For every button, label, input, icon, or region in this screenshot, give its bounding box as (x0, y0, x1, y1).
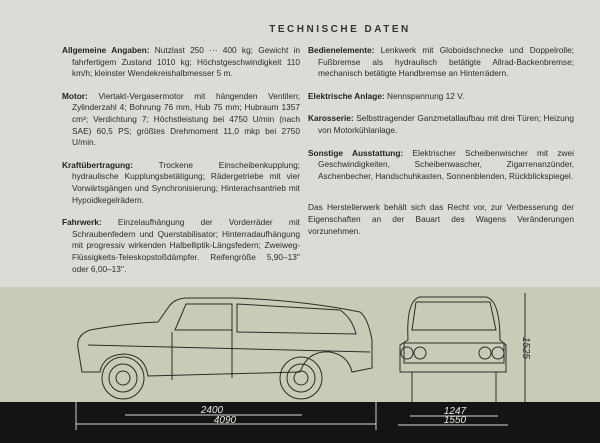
spec-label: Kraftübertragung: (62, 159, 133, 170)
spec-text: Einzelaufhängung der Vorderräder mit Schraubenfedern und Querstabilisator; Hinterradaufhängung mit progressiv wirkenden Halbelliptik-Längsfedern; Zweiweg-Flüssigkeits-Teleskopstoßdämpfer. Reifengröße 5,90–13'' oder 6,00–13''. (72, 217, 300, 274)
front-view-car-drawing (400, 293, 525, 402)
spec-label: Karosserie: (308, 113, 354, 124)
spec-text: Trockene Einscheibenkupplung; hydraulische Kupplungsbetätigung; Rädergetriebe mit vier Vorwärtsgängen und Synchronisierung; Hinterachsantrieb mit Hypoidkegelrädern. (72, 159, 300, 205)
height-label: 1525 (520, 336, 531, 360)
width-label: 1550 (443, 415, 467, 426)
spec-label: Elektrische Anlage: (308, 90, 385, 101)
spec-label: Allgemeine Angaben: (62, 45, 150, 55)
spec-label: Fahrwerk: (62, 217, 102, 228)
spec-label: Bedienelemente: (308, 45, 375, 55)
spec-label: Motor: (62, 90, 88, 101)
spec-text: Nutzlast 250 ··· 400 kg; Gewicht in fahrfertigem Zustand 1010 kg; Höchstgeschwindigkeit 110 km/h; kleinster Wendekreishalbmesser 5 m. (72, 45, 300, 79)
spec-text: Elektrischer Scheibenwischer mit zwei Geschwindigkeiten, Scheibenwascher, Zigarrenanzünder, Aschenbecher, Handschuhkasten, Sonnenblenden, Rückblickspiegel. (318, 147, 574, 181)
side-view-car-drawing (76, 298, 376, 430)
spec-text: Viertakt-Vergasermotor mit hängenden Ventilen; Zylinderzahl 4; Bohrung 76 mm, Hub 75 mm; Hubraum 1357 cm³; Verdichtung 7; Höchstleistung bei 4750 U/min (nach SAE) 60,5 PS; größtes Drehmoment 11,0 mkp bei 2750 U/min. (72, 90, 300, 148)
track-label: 1247 (443, 406, 467, 417)
spec-text: Lenkwerk mit Globoidschnecke und Doppelrolle; Fußbremse als hydraulisch betätigte Allrad-Backenbremse; mechanisch betätigte Handbremse an Hinterrädern. (318, 45, 574, 79)
spec-text: Selbsttragender Ganzmetallaufbau mit drei Türen; Heizung von Motorkühlanlage. (318, 113, 574, 135)
wheelbase-label: 2400 (200, 405, 224, 416)
page-title: TECHNISCHE DATEN (269, 24, 411, 35)
spec-text: Nennspannung 12 V. (384, 90, 465, 101)
spec-label: Sonstige Ausstattung: (308, 147, 404, 158)
disclaimer-note: Das Herstellerwerk behält sich das Recht vor, zur Verbesserung der Eigenschaften an der Bauart des Wagens Veränderungen vorzunehmen. (308, 202, 574, 236)
length-label: 4090 (213, 415, 237, 426)
